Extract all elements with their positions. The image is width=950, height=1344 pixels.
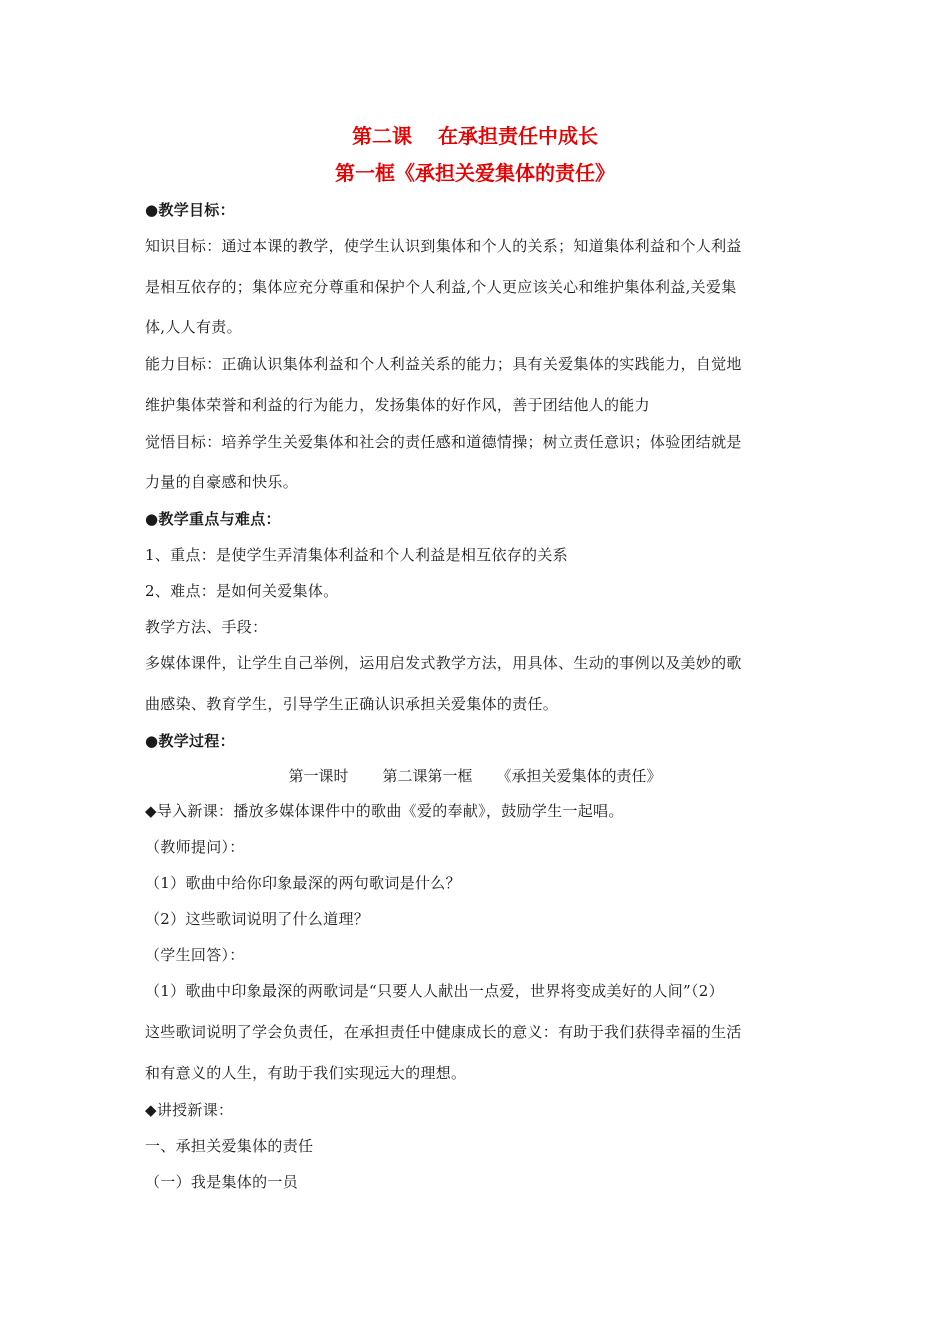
- teacher-question-label: （教师提问）：: [145, 838, 245, 856]
- knowledge-line-1: 知识目标：通过本课的教学，使学生认识到集体和个人的关系；知道集体利益和个人利益: [145, 237, 742, 255]
- awareness-line-1: 觉悟目标：培养学生关爱集体和社会的责任感和道德情操；树立责任意识；体验团结就是: [145, 433, 742, 451]
- intro-line: ◆导入新课：播放多媒体课件中的歌曲《爱的奉献》，鼓励学生一起唱。: [145, 802, 624, 820]
- section-one-heading: 一、承担关爱集体的责任: [145, 1137, 314, 1155]
- ability-line-1: 能力目标：正确认识集体利益和个人利益关系的能力；具有关爱集体的实践能力，自觉地: [145, 355, 742, 373]
- new-lesson-heading: ◆讲授新课：: [145, 1101, 234, 1119]
- session-topic: 《承担关爱集体的责任》: [496, 767, 662, 785]
- lesson-title: [0, 124, 950, 148]
- answer-line-1: （1）歌曲中印象最深的两歌词是“只要人人献出一点爱，世界将变成美好的人间”（2）: [145, 982, 724, 1000]
- lesson-number: 第二课: [352, 124, 412, 148]
- question-item: （1）歌曲中给你印象最深的两句歌词是什么？: [145, 874, 461, 892]
- subsection-one-heading: （一）我是集体的一员: [145, 1173, 299, 1191]
- question-item: （2）这些歌词说明了什么道理？: [145, 910, 370, 928]
- key-point-item: 2、难点：是如何关爱集体。: [145, 582, 339, 600]
- awareness-line-2: 力量的自豪感和快乐。: [145, 473, 299, 491]
- objectives-heading: ●教学目标：: [145, 201, 235, 219]
- knowledge-line-2: 是相互依存的；集体应充分尊重和保护个人利益,个人更应该关心和维护集体利益,关爱集: [145, 278, 737, 296]
- lesson-name: 在承担责任中成长: [438, 124, 598, 148]
- session-unit: 第二课第一框: [382, 767, 473, 785]
- knowledge-line-3: 体,人人有责。: [145, 318, 242, 336]
- methods-line-1: 多媒体课件，让学生自己举例，运用启发式教学方法，用具体、生动的事例以及美妙的歌: [145, 654, 742, 672]
- key-point-item: 1、重点：是使学生弄清集体利益和个人利益是相互依存的关系: [145, 546, 568, 564]
- student-answer-label: （学生回答）：: [145, 946, 245, 964]
- methods-line-2: 曲感染、教育学生，引导学生正确认识承担关爱集体的责任。: [145, 695, 559, 713]
- answer-line-3: 和有意义的人生，有助于我们实现远大的理想。: [145, 1064, 467, 1082]
- section-subtitle: 第一框《承担关爱集体的责任》: [335, 161, 615, 185]
- answer-line-2: 这些歌词说明了学会负责任，在承担责任中健康成长的意义：有助于我们获得幸福的生活: [145, 1023, 742, 1041]
- key-points-heading: ●教学重点与难点：: [145, 510, 281, 528]
- ability-line-2: 维护集体荣誉和利益的行为能力，发扬集体的好作风，善于团结他人的能力: [145, 396, 650, 414]
- session-header: [0, 766, 950, 786]
- session-period: 第一课时: [288, 767, 349, 785]
- process-heading: ●教学过程：: [145, 732, 235, 750]
- methods-heading: 教学方法、手段：: [145, 618, 268, 636]
